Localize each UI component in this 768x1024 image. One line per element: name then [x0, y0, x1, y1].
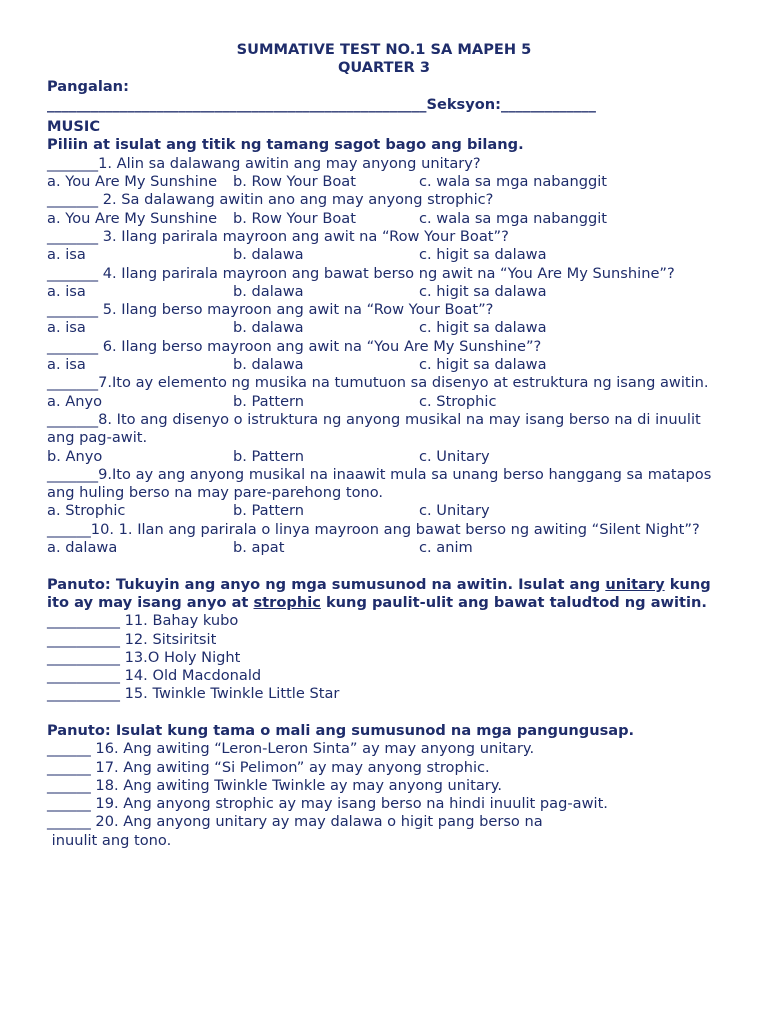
statement-item: ______ 17. Ang awiting “Si Pelimon” ay may anyong strophic.: [47, 758, 490, 776]
question-text: _______ 5. Ilang berso mayroon ang awit na “Row Your Boat”?: [47, 301, 494, 319]
option-c: c. higit sa dalawa: [419, 319, 547, 337]
option-c: c. higit sa dalawa: [419, 246, 547, 264]
statement-item: ______ 18. Ang awiting Twinkle Twinkle ay may anyong unitary.: [47, 776, 502, 794]
question-text: ______10. 1. Ilan ang parirala o linya mayroon ang bawat berso ng awiting “Silent Night”?: [47, 520, 700, 538]
subject-heading: MUSIC: [47, 118, 101, 136]
statement-item: ______ 20. Ang anyong unitary ay may dalawa o higit pang berso na: [47, 813, 543, 831]
question-options: [47, 246, 768, 264]
section-spacer: [47, 704, 768, 722]
question-options: [47, 448, 768, 466]
question-10: [47, 521, 768, 558]
question-options: [47, 319, 768, 337]
option-c: c. Unitary: [419, 447, 490, 465]
option-c: c. wala sa mga nabanggit: [419, 209, 608, 227]
question-text: _______ 3. Ilang parirala mayroon ang awit na “Row Your Boat”?: [47, 227, 509, 245]
test-title: SUMMATIVE TEST NO.1 SA MAPEH 5: [236, 41, 532, 58]
instruction-text: kung paulit-ulit ang bawat taludtod ng awitin.: [320, 593, 707, 611]
instruction-text: kung ito ay may isang anyo at: [47, 575, 711, 611]
quarter-label: QUARTER 3: [337, 59, 431, 77]
option-b: b. Pattern: [233, 392, 305, 410]
song-item: __________ 13.O Holy Night: [47, 648, 241, 666]
option-b: b. dalawa: [233, 282, 304, 300]
question-text: _______8. Ito ang disenyo o istruktura ng anyong musikal na may isang berso na di inuulit ang pag-awit.: [47, 410, 701, 447]
option-c: c. wala sa mga nabanggit: [419, 173, 608, 191]
question-list: [47, 155, 768, 558]
question-options: [47, 356, 768, 374]
option-a: a. isa: [47, 319, 86, 337]
option-b: b. Row Your Boat: [233, 173, 356, 191]
question-options: [47, 393, 768, 411]
option-b: b. Row Your Boat: [233, 209, 356, 227]
question-text: _______9.Ito ay ang anyong musikal na inaawit mula sa unang berso hanggang sa matapos ang huling berso na may pare-parehong tono.: [47, 465, 712, 502]
option-b: b. dalawa: [233, 356, 304, 374]
question-options: [47, 502, 768, 520]
option-b: b. dalawa: [233, 246, 304, 264]
question-options: [47, 210, 768, 228]
question-3: [47, 228, 768, 265]
question-4: [47, 265, 768, 302]
instruction-text: Panuto: Tukuyin ang anyo ng mga sumusunod na awitin. Isulat ang: [47, 575, 606, 593]
option-b: b. Pattern: [233, 502, 305, 520]
statement-item: ______ 16. Ang awiting “Leron-Leron Sinta” ay may anyong unitary.: [47, 740, 535, 758]
song-item: __________ 11. Bahay kubo: [47, 612, 239, 630]
statement-item: inuulit ang tono.: [47, 831, 172, 849]
question-9: [47, 466, 768, 521]
question-options: [47, 283, 768, 301]
strophic-term: strophic: [253, 593, 321, 611]
name-label: Pangalan:: [47, 77, 129, 95]
option-b: b. Pattern: [233, 447, 305, 465]
option-c: c. higit sa dalawa: [419, 356, 547, 374]
option-a: a. isa: [47, 356, 86, 374]
question-text: _______ 2. Sa dalawang awitin ano ang may anyong strophic?: [47, 191, 494, 209]
question-7: [47, 374, 768, 411]
unitary-term: unitary: [605, 575, 665, 593]
question-1: [47, 155, 768, 192]
option-b: b. apat: [233, 539, 285, 557]
question-text: _______ 4. Ilang parirala mayroon ang bawat berso ng awit na “You Are My Sunshine”?: [47, 264, 675, 282]
option-a: a. You Are My Sunshine: [47, 209, 218, 227]
song-item: __________ 12. Sitsiritsit: [47, 630, 217, 648]
question-text: _______ 6. Ilang berso mayroon ang awit na “You Are My Sunshine”?: [47, 337, 542, 355]
song-list: [47, 612, 768, 703]
option-c: c. anim: [419, 539, 473, 557]
option-c: c. higit sa dalawa: [419, 282, 547, 300]
question-2: [47, 191, 768, 228]
question-text: _______7.Ito ay elemento ng musika na tumutuon sa disenyo at estruktura ng isang awitin.: [47, 374, 709, 392]
section-spacer: [47, 557, 768, 575]
option-a: a. Anyo: [47, 392, 103, 410]
option-a: a. dalawa: [47, 539, 118, 557]
option-a: a. isa: [47, 282, 86, 300]
question-5: [47, 301, 768, 338]
question-options: [47, 173, 768, 191]
question-options: [47, 539, 768, 557]
part2-instruction: [47, 576, 721, 613]
option-a: a. Strophic: [47, 502, 126, 520]
question-6: [47, 338, 768, 375]
question-text: _______1. Alin sa dalawang awitin ang may anyong unitary?: [47, 154, 481, 172]
option-a: b. Anyo: [47, 447, 103, 465]
question-8: [47, 411, 768, 466]
part3-instruction: Panuto: Isulat kung tama o mali ang sumusunod na mga pangungusap.: [47, 721, 635, 739]
option-b: b. dalawa: [233, 319, 304, 337]
part1-instruction: Piliin at isulat ang titik ng tamang sagot bago ang bilang.: [47, 136, 524, 154]
song-item: __________ 14. Old Macdonald: [47, 667, 262, 685]
option-c: c. Unitary: [419, 502, 490, 520]
option-a: a. isa: [47, 246, 86, 264]
option-c: c. Strophic: [419, 392, 497, 410]
name-section-line: ____________________________________________________Seksyon:_____________: [47, 95, 596, 113]
true-false-list: [47, 740, 768, 850]
statement-item: ______ 19. Ang anyong strophic ay may isang berso na hindi inuulit pag-awit.: [47, 795, 608, 813]
option-a: a. You Are My Sunshine: [47, 173, 218, 191]
song-item: __________ 15. Twinkle Twinkle Little Star: [47, 685, 340, 703]
